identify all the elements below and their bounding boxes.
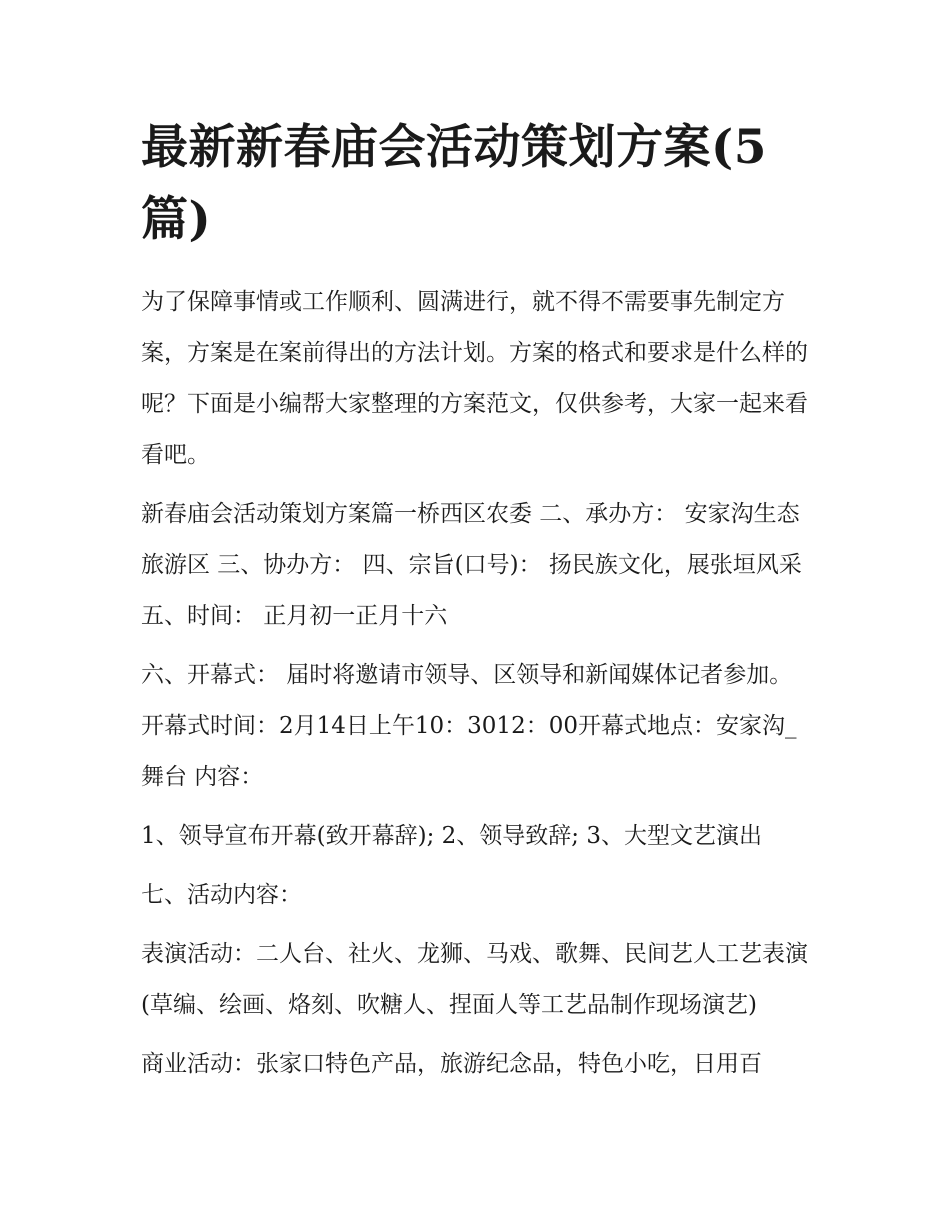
performance-paragraph: 表演活动：二人台、社火、龙狮、马戏、歌舞、民间艺人工艺表演(草编、绘画、烙刻、吹糖人、捏面人等工艺品制作现场演艺) xyxy=(141,941,808,1018)
opening-ceremony-paragraph: 六、开幕式： 届时将邀请市领导、区领导和新闻媒体记者参加。 开幕式时间：2月14日上午10：3012：00开幕式地点：安家沟_舞台 内容： xyxy=(141,662,797,790)
intro-paragraph: 为了保障事情或工作顺利、圆满进行，就不得不需要事先制定方案，方案是在案前得出的方法计划。方案的格式和要求是什么样的呢？下面是小编帮大家整理的方案范文，仅供参考，大家一起来看看吧。 xyxy=(141,289,808,468)
organizer-paragraph: 新春庙会活动策划方案篇一桥西区农委 二、承办方： 安家沟生态旅游区 三、协办方： 四、宗旨(口号)： 扬民族文化，展张垣风采 五、时间： 正月初一正月十六 xyxy=(141,501,802,629)
ceremony-agenda-paragraph: 1、领导宣布开幕(致开幕辞); 2、领导致辞; 3、大型文艺演出 xyxy=(141,823,762,849)
activity-heading: 七、活动内容： xyxy=(141,882,302,908)
commerce-paragraph: 商业活动：张家口特色产品，旅游纪念品，特色小吃，日用百 xyxy=(141,1051,762,1077)
document-page xyxy=(141,112,813,1098)
document-title: 最新新春庙会活动策划方案(5篇) xyxy=(141,120,767,247)
